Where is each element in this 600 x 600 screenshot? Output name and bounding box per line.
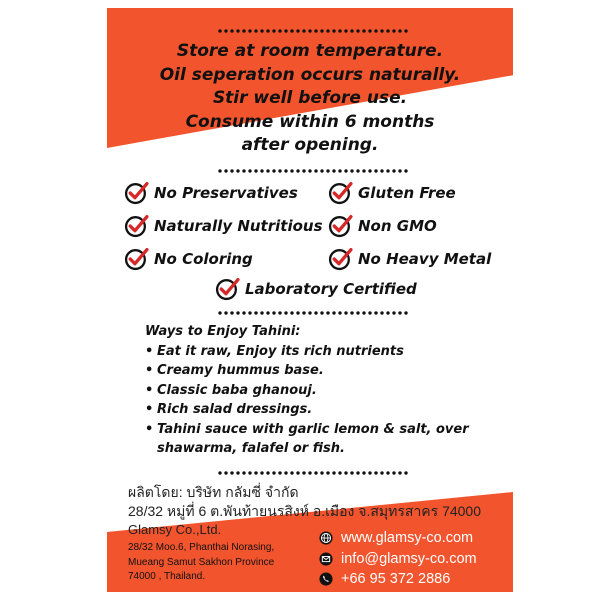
dotted-divider [217,310,409,316]
address-thai: 28/32 หมู่ที่ 6 ต.พันท้ายนรสิงห์ อ.เมือง จ.สมุทรสาคร 74000 [128,503,482,519]
claim-gluten-free [328,180,456,205]
address-line: 28/32 Moo.6, Phanthai Norasing, [128,542,275,553]
check-circle-icon [328,213,353,238]
check-circle-icon [328,246,353,271]
storage-line: Consume within 6 months [185,111,435,132]
claim-label: Naturally Nutritious [154,216,323,235]
claim-laboratory-certified [215,276,417,301]
check-circle-icon [124,246,149,271]
storage-line: Oil seperation occurs naturally. [159,64,461,85]
address-line: 74000 , Thailand. [128,571,206,582]
list-item: • Creamy hummus base. [145,361,505,381]
claim-label: No Preservatives [154,183,298,202]
website-row[interactable] [319,528,477,549]
email-link[interactable]: info@glamsy-co.com [341,550,477,567]
claim-non-gmo [328,213,437,238]
company-name: Glamsy Co.,Ltd. [128,522,222,537]
claim-no-coloring [124,246,253,271]
claim-label: Non GMO [358,216,437,235]
address-line: Mueang Samut Sakhon Province [128,556,275,568]
check-circle-icon [124,180,149,205]
phone-number[interactable]: +66 95 372 2886 [341,571,451,588]
storage-line: Stir well before use. [212,88,408,108]
check-circle-icon [215,276,240,301]
claim-no-heavy-metal [328,246,491,271]
ways-to-enjoy [145,322,505,459]
product-label [107,8,513,592]
storage-line: after opening. [241,135,379,155]
manufacturer-thai: ผลิตโดย: บริษัท กลัมซี่ จำกัด [128,484,299,500]
check-circle-icon [124,213,149,238]
list-item: • Tahini sauce with garlic lemon & salt, over shawarma, falafel or fish. [145,420,505,459]
storage-line: Store at room temperature. [176,41,444,61]
claim-no-preservatives [124,180,298,205]
list-item: • Rich salad dressings. [145,400,505,420]
dotted-divider [217,168,409,174]
claim-label: No Coloring [154,249,253,268]
phone-icon [319,572,333,586]
company-address [128,541,274,585]
list-item: • Eat it raw, Enjoy its rich nutrients [145,342,505,362]
globe-icon [319,531,333,545]
storage-instructions [107,40,513,158]
dotted-divider [217,28,409,34]
list-item: • Classic baba ghanouj. [145,381,505,401]
claim-label: No Heavy Metal [358,249,492,268]
email-row[interactable] [319,549,477,570]
contact-info [319,528,477,590]
website-link[interactable]: www.glamsy-co.com [341,530,474,547]
claim-naturally-nutritious [124,213,323,238]
ways-title: Ways to Enjoy Tahini: [145,324,301,339]
dotted-divider [217,470,409,476]
check-circle-icon [328,180,353,205]
ways-list [145,342,505,459]
mail-icon [319,552,333,566]
phone-row[interactable] [319,569,477,590]
claim-label: Gluten Free [358,183,456,202]
claim-label: Laboratory Certified [245,279,417,298]
